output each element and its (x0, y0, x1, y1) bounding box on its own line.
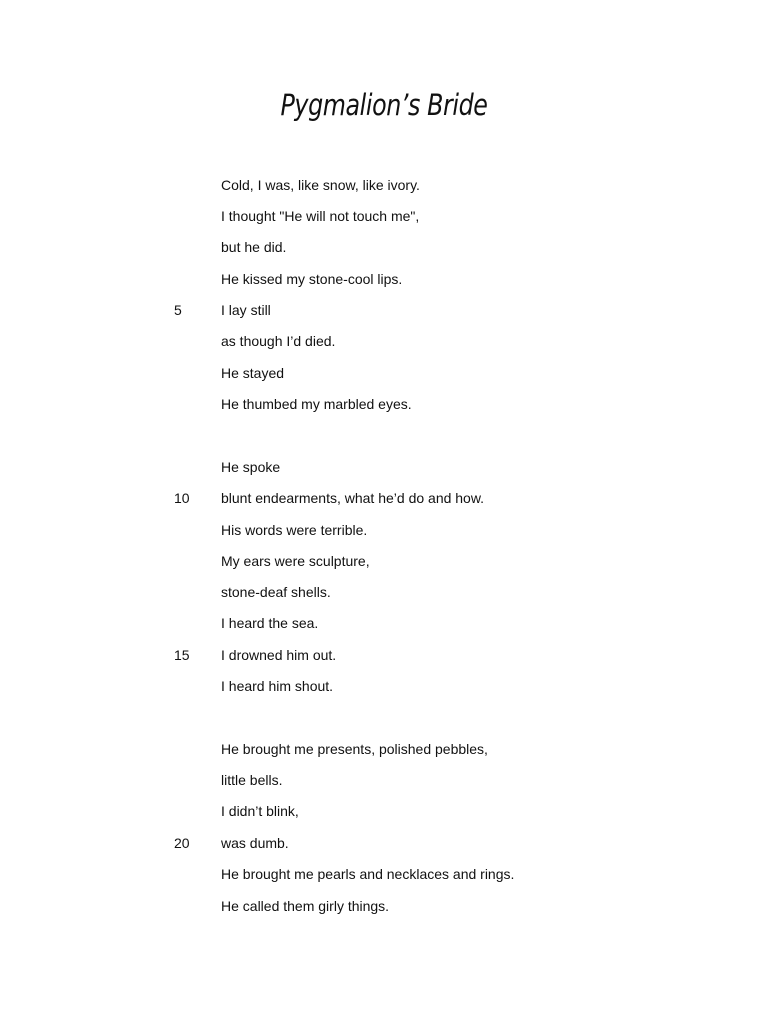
poem-line (0, 801, 768, 821)
line-text: I didn’t blink, (221, 803, 299, 819)
line-text: I heard him shout. (221, 678, 334, 694)
poem-line (0, 582, 768, 602)
poem-line (0, 551, 768, 571)
line-number: 10 (174, 490, 190, 506)
poem-line (0, 206, 768, 226)
poem-line (0, 645, 768, 665)
line-text: stone-deaf shells. (221, 584, 331, 600)
line-text: was dumb. (221, 835, 289, 851)
line-text: He called them girly things. (221, 898, 390, 914)
poem-line (0, 739, 768, 759)
poem-line (0, 488, 768, 508)
poem-line (0, 394, 768, 414)
poem-line (0, 331, 768, 351)
line-text: He thumbed my marbled eyes. (221, 396, 412, 412)
poem-line (0, 175, 768, 195)
line-text: I thought "He will not touch me", (221, 208, 420, 224)
line-number: 5 (174, 302, 182, 318)
poem-line (0, 300, 768, 320)
line-number: 15 (174, 647, 190, 663)
poem-title: Pygmalion’s Bride (280, 88, 488, 122)
line-text: My ears were sculpture, (221, 553, 370, 569)
poem-line (0, 770, 768, 790)
poem-line (0, 613, 768, 633)
line-text: He brought me pearls and necklaces and rings. (221, 866, 515, 882)
line-text: I lay still (221, 302, 271, 318)
poem-line (0, 520, 768, 540)
line-number: 20 (174, 835, 190, 851)
line-text: He spoke (221, 459, 281, 475)
poem-line (0, 457, 768, 477)
poem-line (0, 864, 768, 884)
line-text: He brought me presents, polished pebbles, (221, 741, 488, 757)
line-text: Cold, I was, like snow, like ivory. (221, 177, 420, 193)
line-text: little bells. (221, 772, 283, 788)
poem-line (0, 269, 768, 289)
poem-line (0, 237, 768, 257)
line-text: I drowned him out. (221, 647, 337, 663)
line-text: blunt endearments, what he’d do and how. (221, 490, 485, 506)
poem-line (0, 833, 768, 853)
line-text: as though I’d died. (221, 333, 336, 349)
poem-line (0, 363, 768, 383)
line-text: His words were terrible. (221, 522, 368, 538)
line-text: He kissed my stone-cool lips. (221, 271, 403, 287)
poem-line (0, 896, 768, 916)
line-text: He stayed (221, 365, 285, 381)
line-text: I heard the sea. (221, 615, 319, 631)
poem-line (0, 676, 768, 696)
line-text: but he did. (221, 239, 287, 255)
